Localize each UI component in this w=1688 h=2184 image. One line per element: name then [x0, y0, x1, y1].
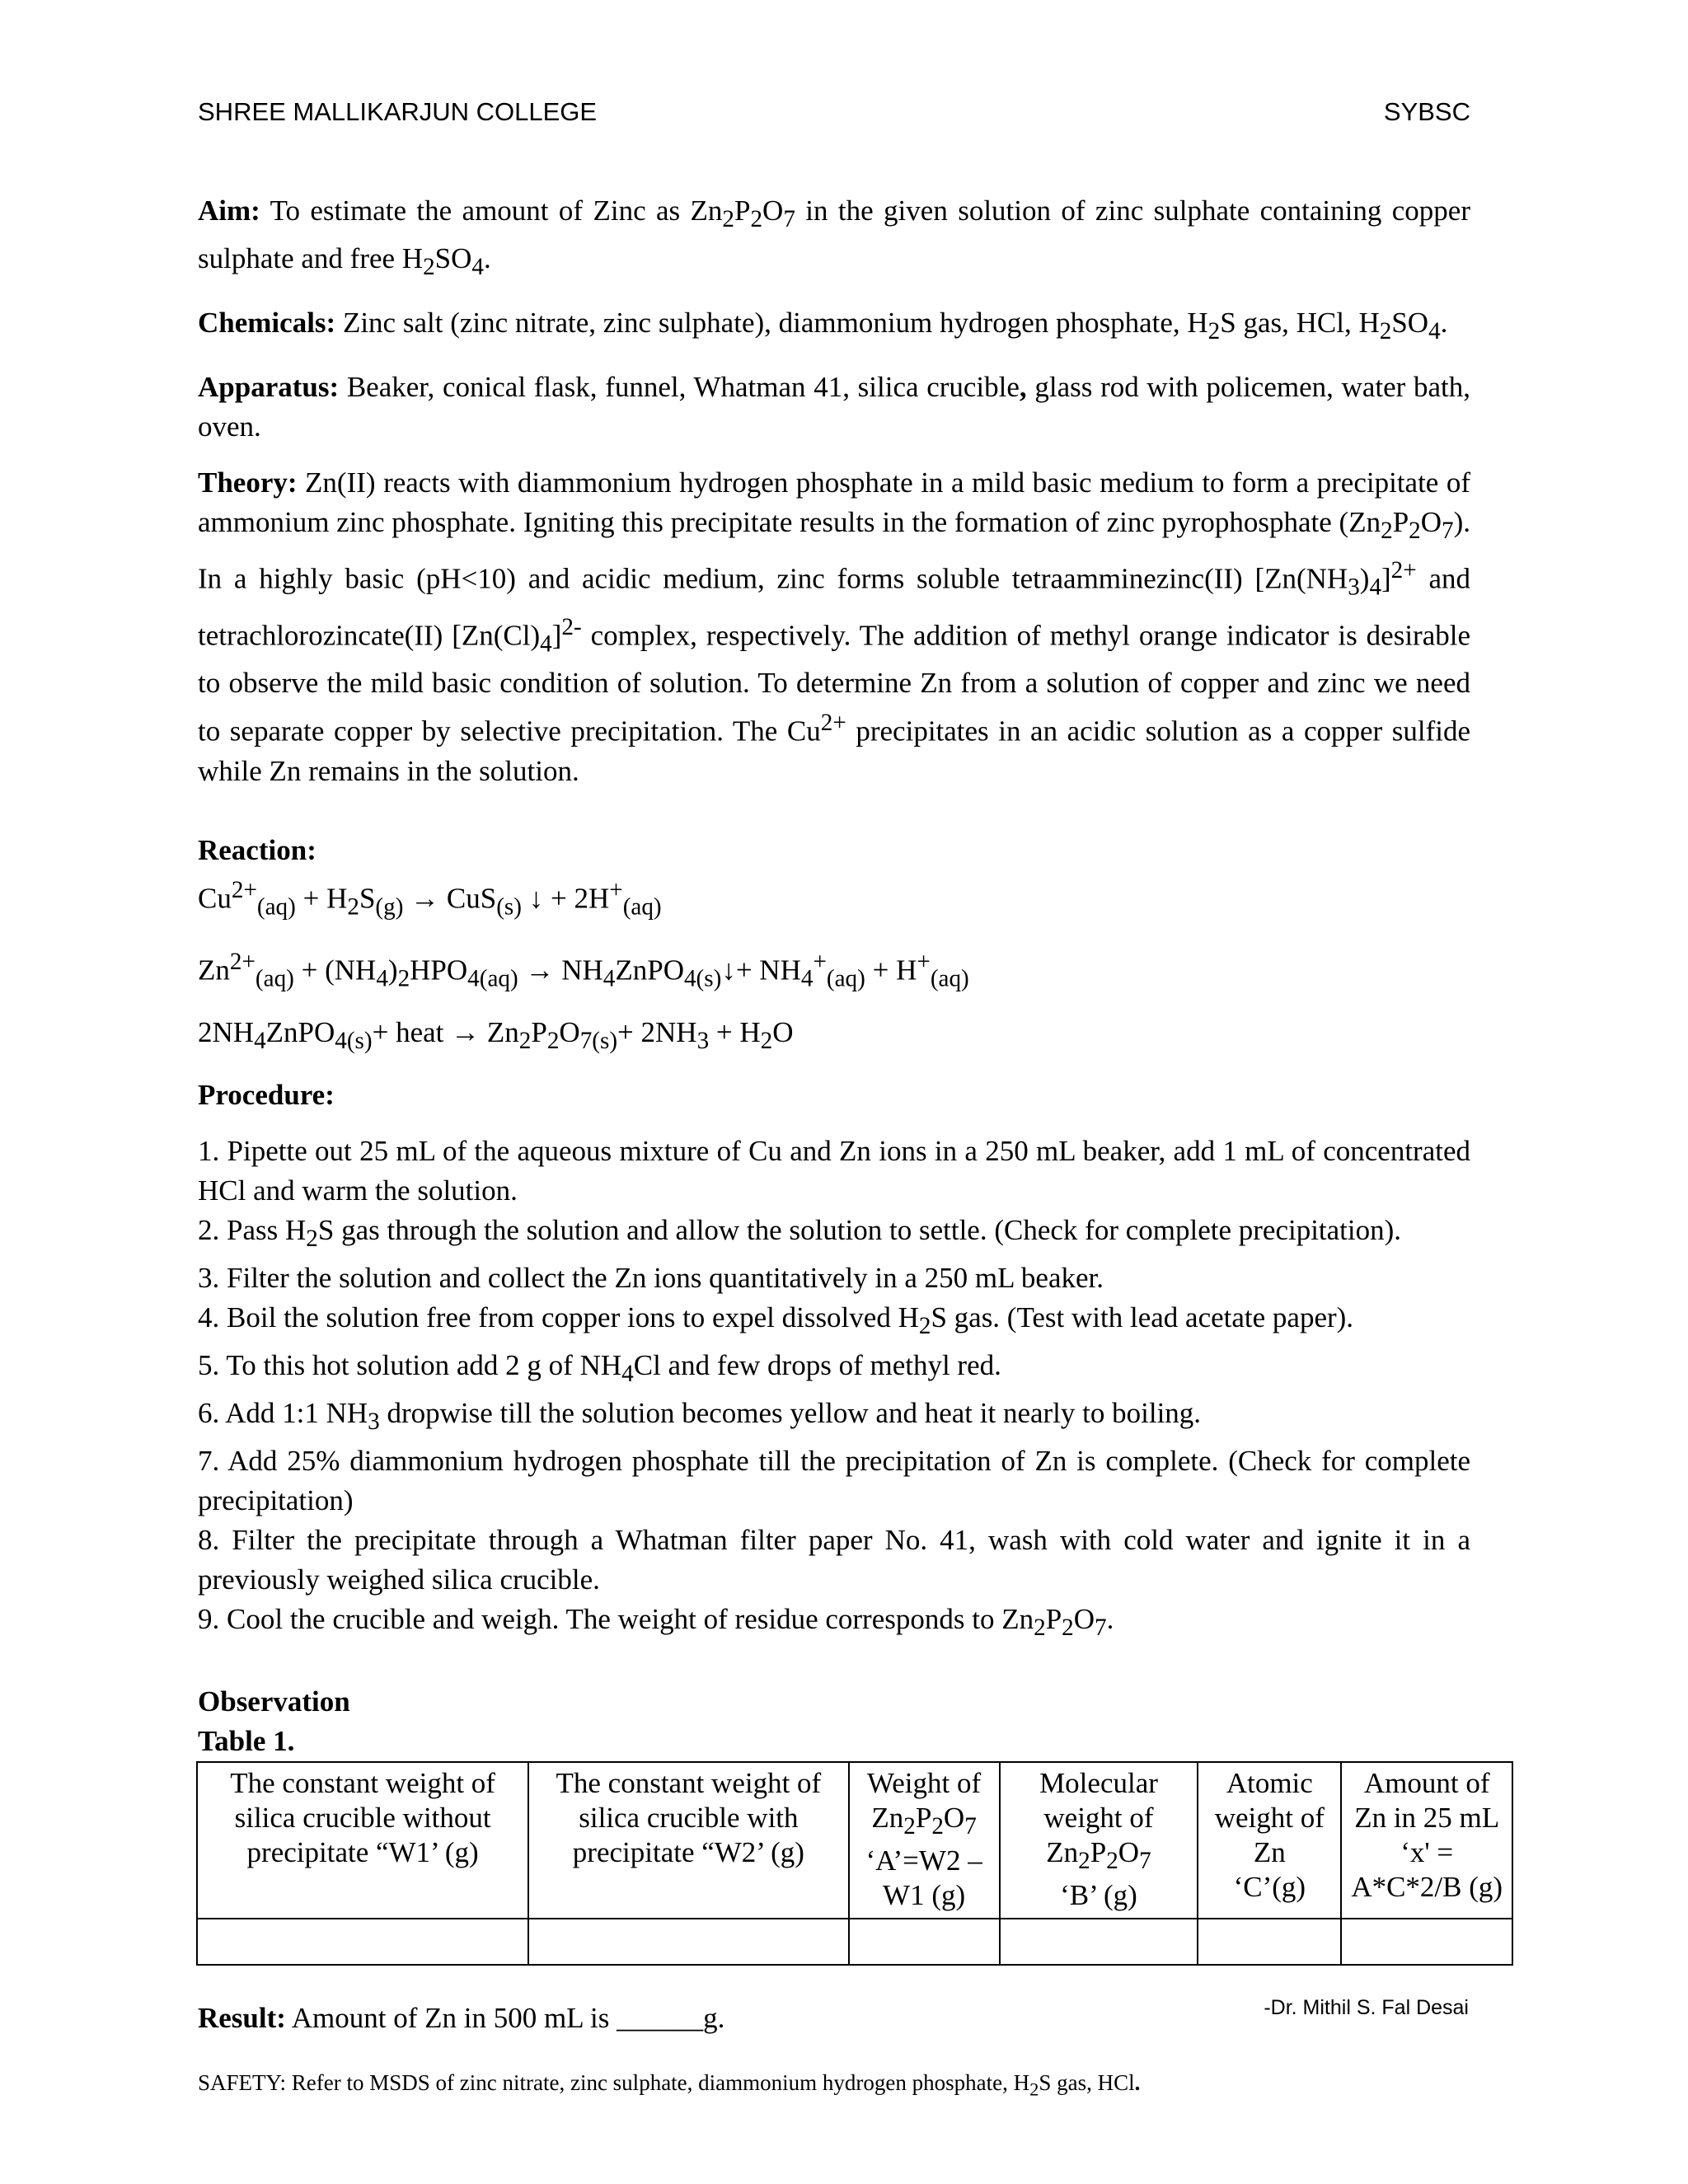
- aim-section: Aim: To estimate the amount of Zinc as $Zn_2P_2O_7$ in the given solution of zinc sulphate containing copper sulphate and free $H_2SO_4$.: [198, 194, 1470, 280]
- procedure-step-7: 7. Add 25% diammonium hydrogen phosphate till the precipitation of Zn is complete. (Check for complete precipitation): [198, 1445, 1470, 1517]
- header-college-name: SHREE MALLIKARJUN COLLEGE: [198, 97, 598, 126]
- col-x-header: Amount of Zn in 25 mL ‘x' = A*C*2/B (g): [1341, 1762, 1512, 1919]
- apparatus-label: Apparatus:: [198, 371, 340, 403]
- reaction-equation-2: $Zn^{2+}_{(aq)} + (NH_4)_2HPO_{4(aq)}$ → $NH_4ZnPO_{4(s)}↓+ NH_4^+_{(aq)} + H^+_{(aq)}$: [198, 948, 969, 992]
- result-line: Result: Amount of Zn in 500 mL is ______g.: [198, 2002, 725, 2035]
- table-label: Table 1.: [198, 1725, 295, 1758]
- author-signature: -Dr. Mithil S. Fal Desai: [1264, 1996, 1469, 2019]
- col-w2-header: The constant weight of silica crucible with precipitate “W2’ (g): [528, 1762, 848, 1919]
- procedure-step-6: 6. Add 1:1 $NH_3$ dropwise till the solution becomes yellow and heat it nearly to boiling.: [198, 1397, 1202, 1436]
- chemicals-section: Chemicals: Zinc salt (zinc nitrate, zinc sulphate), diammonium hydrogen phosphate, $H_2S$ gas, HCl, $H_2SO_4$.: [198, 307, 1448, 344]
- apparatus-section: Apparatus: Beaker, conical flask, funnel, Whatman 41, silica crucible, glass rod with policemen, water bath, oven.: [198, 371, 1470, 443]
- theory-section: Theory: Zn(II) reacts with diammonium hydrogen phosphate in a mild basic medium to form a precipitate of ammonium zinc phosphate. Igniting this precipitate results in the formation of zinc pyrophosphate $(Zn_2P_2O_7)$. In a highly basic (pH<10) and acidic medium, zinc forms soluble tetraamminezinc(II) $[Zn(NH_3)_4]^{2+}$ and tetrachlorozincate(II) $[Zn(Cl)_4]^{2-}$ complex, respectively. The addition of methyl orange indicator is desirable to observe the mild basic condition of solution. To determine Zn from a solution of copper and zinc we need to separate copper by selective precipitation. The $Cu^{2+}$ precipitates in an acidic solution as a copper sulfide while Zn remains in the solution.: [198, 466, 1471, 787]
- observation-table: [196, 1761, 1513, 1966]
- table-row: [197, 1919, 1512, 1965]
- theory-label: Theory:: [198, 466, 298, 499]
- procedure-heading: Procedure:: [198, 1079, 335, 1112]
- procedure-step-3: 3. Filter the solution and collect the Zn ions quantitatively in a 250 mL beaker.: [198, 1262, 1104, 1295]
- table-header-row: [197, 1762, 1512, 1919]
- reaction-equation-3: $2NH_4ZnPO_{4(s)}+$ heat → $Zn_2P_2O_{7(s)}+ 2NH_3 + H_2O$: [198, 1016, 794, 1055]
- cell-b: [1000, 1919, 1198, 1965]
- cell-w1: [197, 1919, 528, 1965]
- cell-w2: [528, 1919, 848, 1965]
- col-a-header: Weight of $Zn_2P_2O_7$ ‘A’=W2 – W1 (g): [849, 1762, 1000, 1919]
- procedure-step-8: 8. Filter the precipitate through a Whatman filter paper No. 41, wash with cold water and ignite it in a previously weighed silica crucible.: [198, 1524, 1470, 1596]
- procedure-step-9: 9. Cool the crucible and weigh. The weight of residue corresponds to $Zn_2P_2O_7$.: [198, 1603, 1114, 1642]
- procedure-step-4: 4. Boil the solution free from copper ions to expel dissolved $H_2S$ gas. (Test with lead acetate paper).: [198, 1301, 1354, 1340]
- col-b-header: Molecular weight of $Zn_2P_2O_7$ ‘B’ (g): [1000, 1762, 1198, 1919]
- header-class: SYBSC: [1383, 97, 1470, 126]
- aim-label: Aim:: [198, 194, 260, 227]
- reaction-equation-1: $Cu^{2+}_{(aq)} + H_2S_{(g)} \to CuS_{(s)}$ ↓ + $2H^+_{(aq)}$: [198, 876, 662, 921]
- safety-note: SAFETY: Refer to MSDS of zinc nitrate, zinc sulphate, diammonium hydrogen phosphate, $H_2S$ gas, HCl.: [198, 2070, 1141, 2100]
- procedure-list: [198, 1132, 1470, 1647]
- cell-c: [1198, 1919, 1341, 1965]
- chemicals-label: Chemicals:: [198, 307, 336, 339]
- cell-x: [1341, 1919, 1512, 1965]
- col-w1-header: The constant weight of silica crucible without precipitate “W1’ (g): [197, 1762, 528, 1919]
- document-body: [198, 191, 1503, 2105]
- cell-a: [849, 1919, 1000, 1965]
- col-c-header: Atomic weight of Zn ‘C’(g): [1198, 1762, 1341, 1919]
- procedure-step-5: 5. To this hot solution add 2 g of $NH_4Cl$ and few drops of methyl red.: [198, 1349, 1001, 1388]
- procedure-step-1: 1. Pipette out 25 mL of the aqueous mixture of Cu and Zn ions in a 250 mL beaker, add 1 mL of concentrated HCl and warm the solution.: [198, 1135, 1470, 1207]
- procedure-step-2: 2. Pass $H_2S$ gas through the solution and allow the solution to settle. (Check for complete precipitation).: [198, 1214, 1402, 1253]
- observation-heading: Observation: [198, 1685, 350, 1718]
- reaction-heading: Reaction:: [198, 833, 316, 866]
